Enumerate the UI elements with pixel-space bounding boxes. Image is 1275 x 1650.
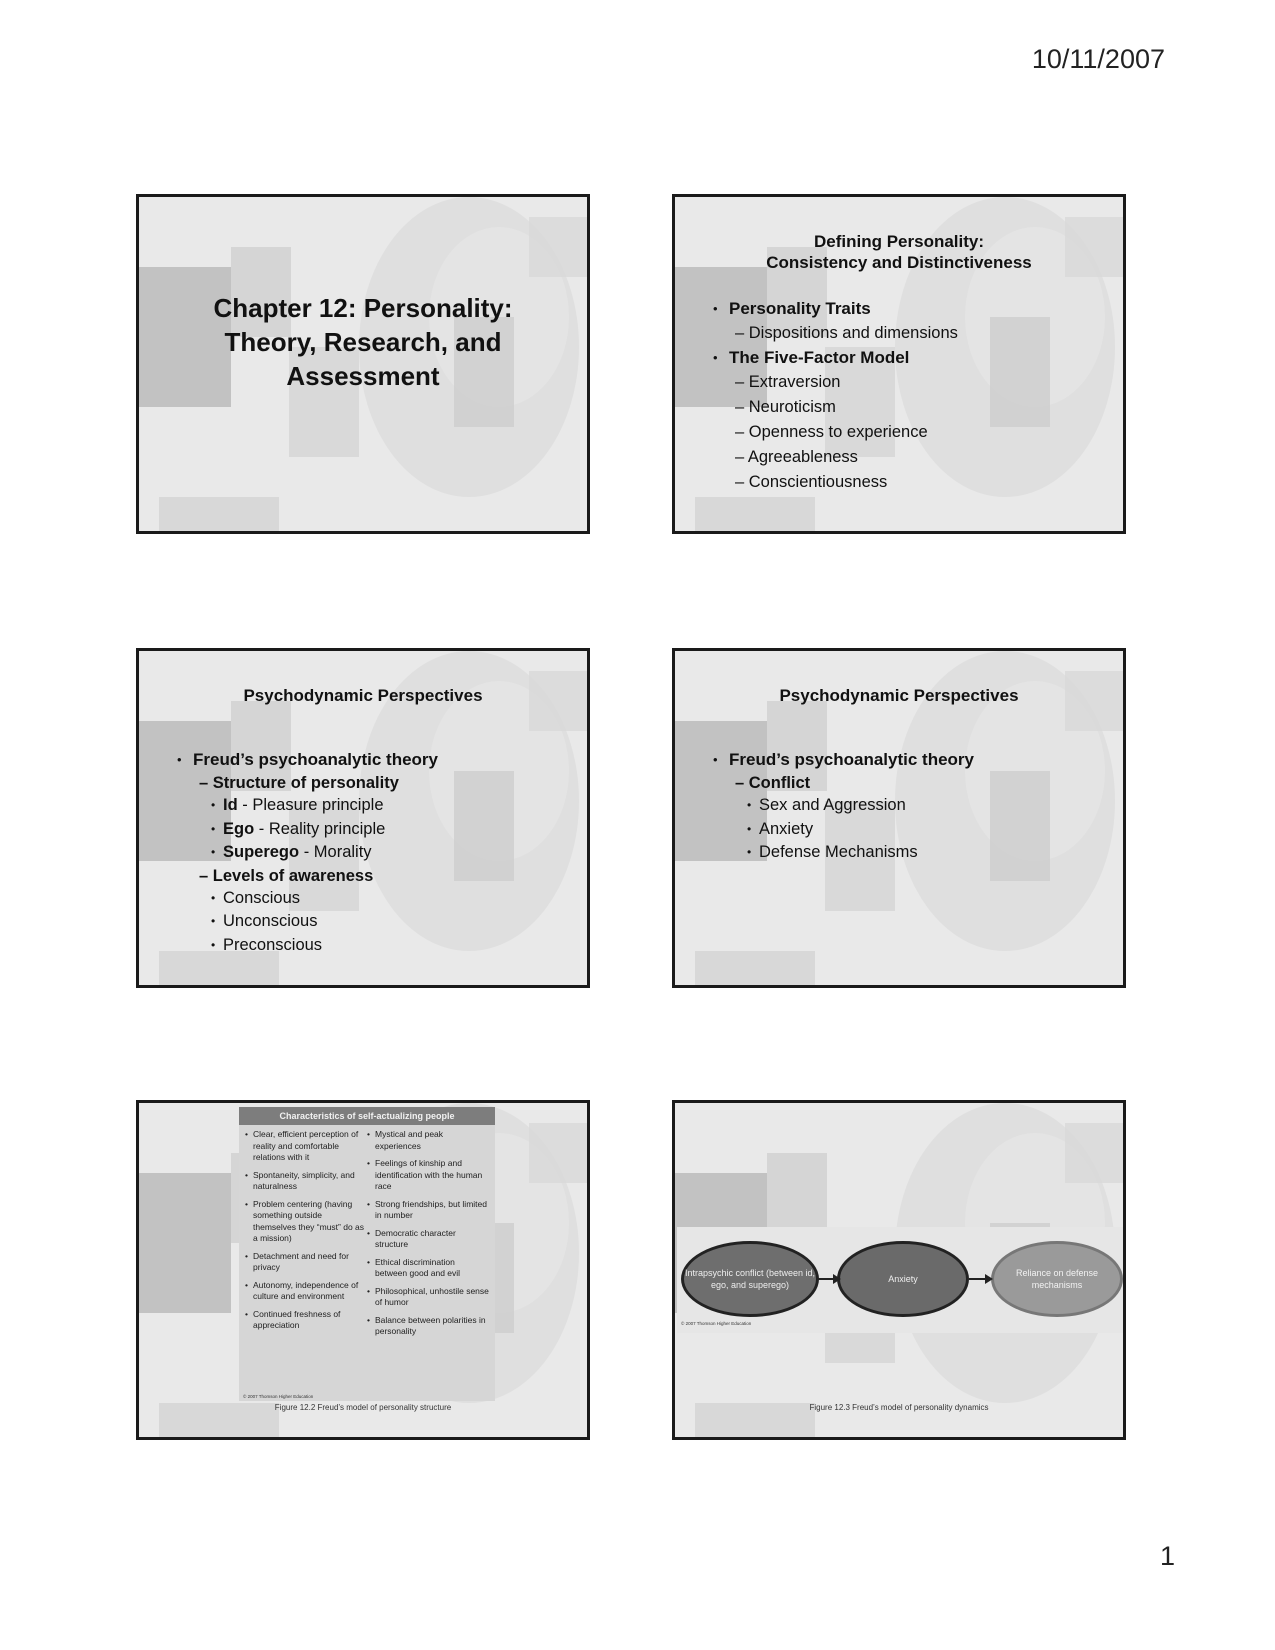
sub-sub-bullet: • Defense Mechanisms: [675, 841, 1123, 865]
sub-bullet: – Openness to experience: [735, 423, 928, 441]
table-cell: • Balance between polarities in personality: [367, 1315, 489, 1338]
title-line: Theory, Research, and: [224, 327, 502, 357]
personality-dynamics-figure: [677, 1227, 1123, 1333]
sub-sub-bullet: • Sex and Aggression: [675, 794, 1123, 818]
title-line: Chapter 12: Personality:: [213, 293, 513, 323]
flow-node-defense: Reliance on defense mechanisms: [991, 1241, 1123, 1317]
term: Id: [223, 796, 238, 814]
term: Ego: [223, 819, 255, 838]
sub-bullet: – Agreeableness: [735, 448, 858, 466]
table-cell: • Clear, efficient perception of reality and comfortable relations with it: [245, 1129, 367, 1164]
flow-node-anxiety: Anxiety: [837, 1241, 969, 1317]
sub-bullet: – Neuroticism: [735, 398, 836, 416]
copyright-notice: © 2007 Thomson Higher Education: [243, 1394, 314, 1399]
table-cell: • Problem centering (having something outside themselves they “must” do as a mission): [245, 1199, 367, 1245]
slide-1: [136, 194, 590, 534]
table-cell: • Philosophical, unhostile sense of humor: [367, 1286, 489, 1309]
slide-title: [675, 231, 1123, 273]
table-cell: • Continued freshness of appreciation: [245, 1309, 367, 1332]
sub-bullet: – Conscientiousness: [735, 473, 888, 491]
sub-bullet: – Levels of awareness: [199, 866, 374, 885]
table-cell: • Mystical and peak experiences: [367, 1129, 489, 1152]
figure-caption: Figure 12.3 Freud’s model of personality dynamics: [809, 1403, 989, 1412]
term: Superego: [223, 843, 300, 861]
slide-6: [672, 1100, 1126, 1440]
slide-4: [672, 648, 1126, 988]
sub-bullet: – Extraversion: [735, 373, 841, 391]
table-cell: • Autonomy, independence of culture and environment: [245, 1280, 367, 1303]
sub-bullet: – Dispositions and dimensions: [735, 324, 958, 342]
bullet: • Freud’s psychoanalytic theory: [675, 748, 1123, 772]
sub-sub-bullet: • Conscious: [139, 887, 587, 911]
title-line: Consistency and Distinctiveness: [766, 253, 1032, 272]
sub-sub-bullet: [139, 794, 587, 818]
sub-bullet: – Structure of personality: [199, 774, 399, 792]
sub-sub-bullet: [139, 818, 587, 842]
bullet: • Personality Traits: [675, 297, 1123, 321]
sub-sub-bullet: [139, 841, 587, 865]
sub-sub-bullet: • Preconscious: [139, 934, 587, 958]
table-cell: • Feelings of kinship and identification with the human race: [367, 1158, 489, 1193]
slide-title: Psychodynamic Perspectives: [779, 686, 1019, 705]
title-line: Defining Personality:: [813, 232, 985, 251]
term-desc: - Morality: [299, 843, 372, 861]
copyright-notice: © 2007 Thomson Higher Education: [681, 1321, 752, 1326]
title-line: Assessment: [286, 361, 440, 391]
slide-5: [136, 1100, 590, 1440]
table-left-column: [245, 1129, 367, 1344]
sub-sub-bullet: • Anxiety: [675, 818, 1123, 842]
arrow-right-icon: [969, 1274, 993, 1284]
table-cell: • Ethical discrimination between good and evil: [367, 1257, 489, 1280]
table-right-column: [367, 1129, 489, 1344]
bullet: • The Five-Factor Model: [675, 346, 1123, 370]
figure-caption: Figure 12.2 Freud’s model of personality structure: [274, 1403, 452, 1412]
term-desc: - Reality principle: [254, 819, 386, 838]
term-desc: - Pleasure principle: [237, 796, 384, 814]
slide-3: [136, 648, 590, 988]
flow-node-conflict: Intrapsychic conflict (between id, ego, and superego): [681, 1241, 819, 1317]
sub-sub-bullet: • Unconscious: [139, 910, 587, 934]
table-cell: • Spontaneity, simplicity, and naturalness: [245, 1170, 367, 1193]
table-cell: • Detachment and need for privacy: [245, 1251, 367, 1274]
table-cell: • Strong friendships, but limited in number: [367, 1199, 489, 1222]
slide-title: Psychodynamic Perspectives: [243, 686, 483, 705]
table-title: Characteristics of self-actualizing people: [239, 1107, 495, 1125]
sub-bullet: – Conflict: [735, 774, 811, 792]
bullet: • Freud’s psychoanalytic theory: [139, 748, 587, 772]
flow-arrows: [677, 1227, 1123, 1333]
self-actualizing-table-figure: [239, 1107, 495, 1401]
slide-title: [139, 291, 587, 393]
page-number: 1: [1159, 1541, 1175, 1571]
page-date: 10/11/2007: [1031, 44, 1165, 74]
arrow-right-icon: [817, 1274, 841, 1284]
slide-2: [672, 194, 1126, 534]
table-cell: • Democratic character structure: [367, 1228, 489, 1251]
